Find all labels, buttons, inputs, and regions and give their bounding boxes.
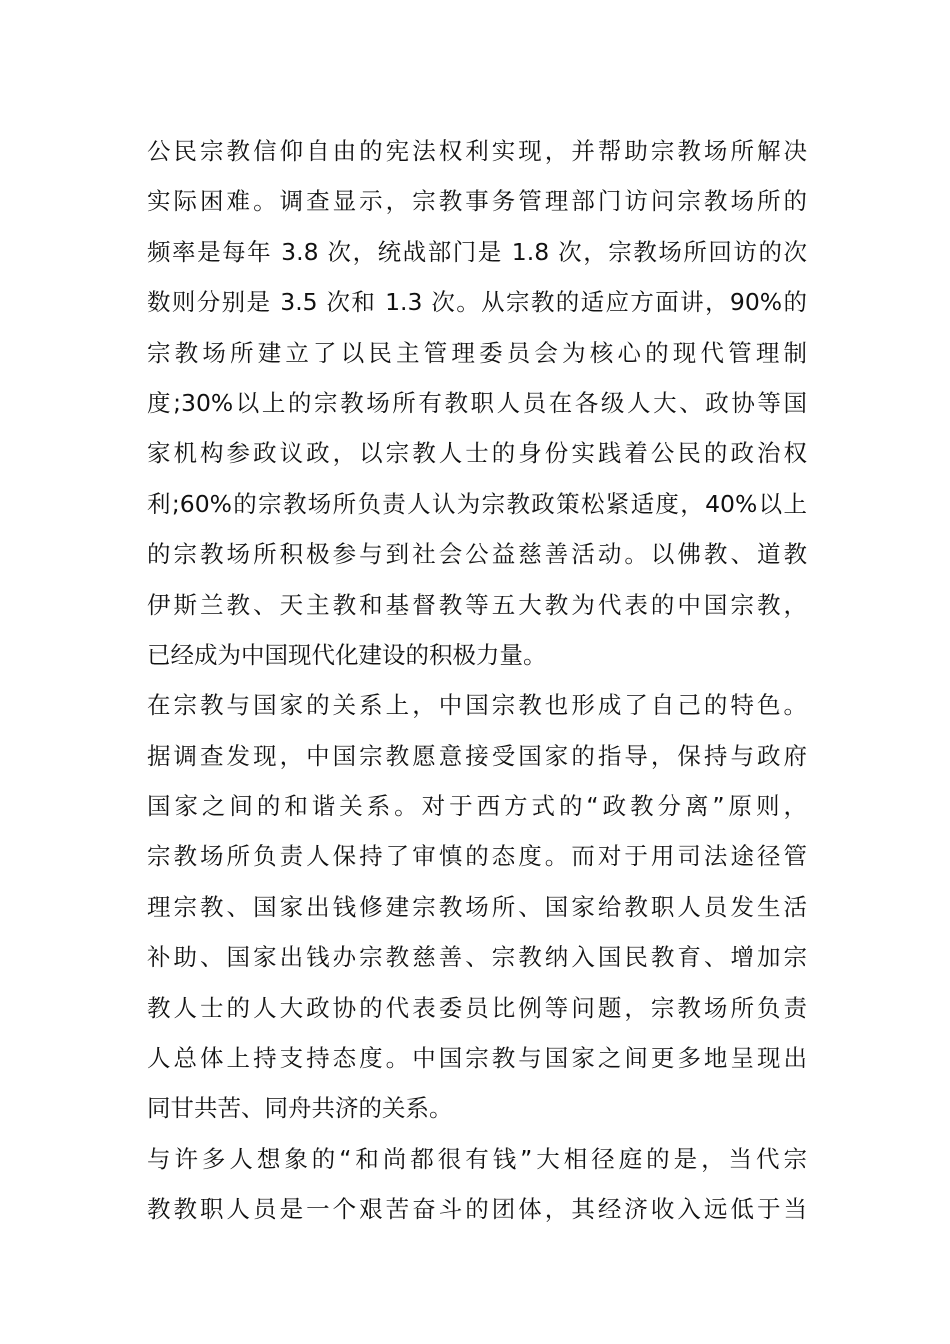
text-line: 利;60%的宗教场所负责人认为宗教政策松紧适度，40%以上	[147, 489, 807, 518]
text-line: 家机构参政议政，以宗教人士的身份实践着公民的政治权	[147, 439, 807, 468]
text-line: 同甘共苦、同舟共济的关系。	[147, 1094, 453, 1123]
text-line: 伊斯兰教、天主教和基督教等五大教为代表的中国宗教，	[147, 590, 807, 619]
document-body	[147, 126, 807, 1235]
text-line: 据调查发现，中国宗教愿意接受国家的指导，保持与政府	[147, 741, 807, 770]
paragraph	[147, 680, 807, 1134]
text-line: 与许多人想象的“和尚都很有钱”大相径庭的是，当代宗	[147, 1144, 807, 1173]
text-line: 实际困难。调查显示，宗教事务管理部门访问宗教场所的	[147, 187, 807, 216]
text-line: 宗教场所建立了以民主管理委员会为核心的现代管理制	[147, 338, 807, 367]
paragraph	[147, 126, 807, 680]
text-line: 已经成为中国现代化建设的积极力量。	[147, 640, 547, 669]
text-line: 教人士的人大政协的代表委员比例等问题，宗教场所负责	[147, 993, 807, 1022]
text-line: 人总体上持支持态度。中国宗教与国家之间更多地呈现出	[147, 1044, 807, 1073]
text-line: 教教职人员是一个艰苦奋斗的团体，其经济收入远低于当	[147, 1195, 807, 1224]
text-line: 的宗教场所积极参与到社会公益慈善活动。以佛教、道教	[147, 540, 807, 569]
paragraph	[147, 1134, 807, 1235]
text-line: 在宗教与国家的关系上，中国宗教也形成了自己的特色。	[147, 691, 807, 720]
text-line: 数则分别是 3.5 次和 1.3 次。从宗教的适应方面讲，90%的	[147, 288, 807, 317]
text-line: 频率是每年 3.8 次，统战部门是 1.8 次，宗教场所回访的次	[147, 237, 807, 266]
text-line: 度;30%以上的宗教场所有教职人员在各级人大、政协等国	[147, 388, 807, 417]
text-line: 国家之间的和谐关系。对于西方式的“政教分离”原则，	[147, 792, 807, 821]
text-line: 公民宗教信仰自由的宪法权利实现，并帮助宗教场所解决	[147, 137, 807, 165]
text-line: 补助、国家出钱办宗教慈善、宗教纳入国民教育、增加宗	[147, 943, 807, 972]
text-line: 理宗教、国家出钱修建宗教场所、国家给教职人员发生活	[147, 892, 807, 921]
text-line: 宗教场所负责人保持了审慎的态度。而对于用司法途径管	[147, 842, 807, 871]
